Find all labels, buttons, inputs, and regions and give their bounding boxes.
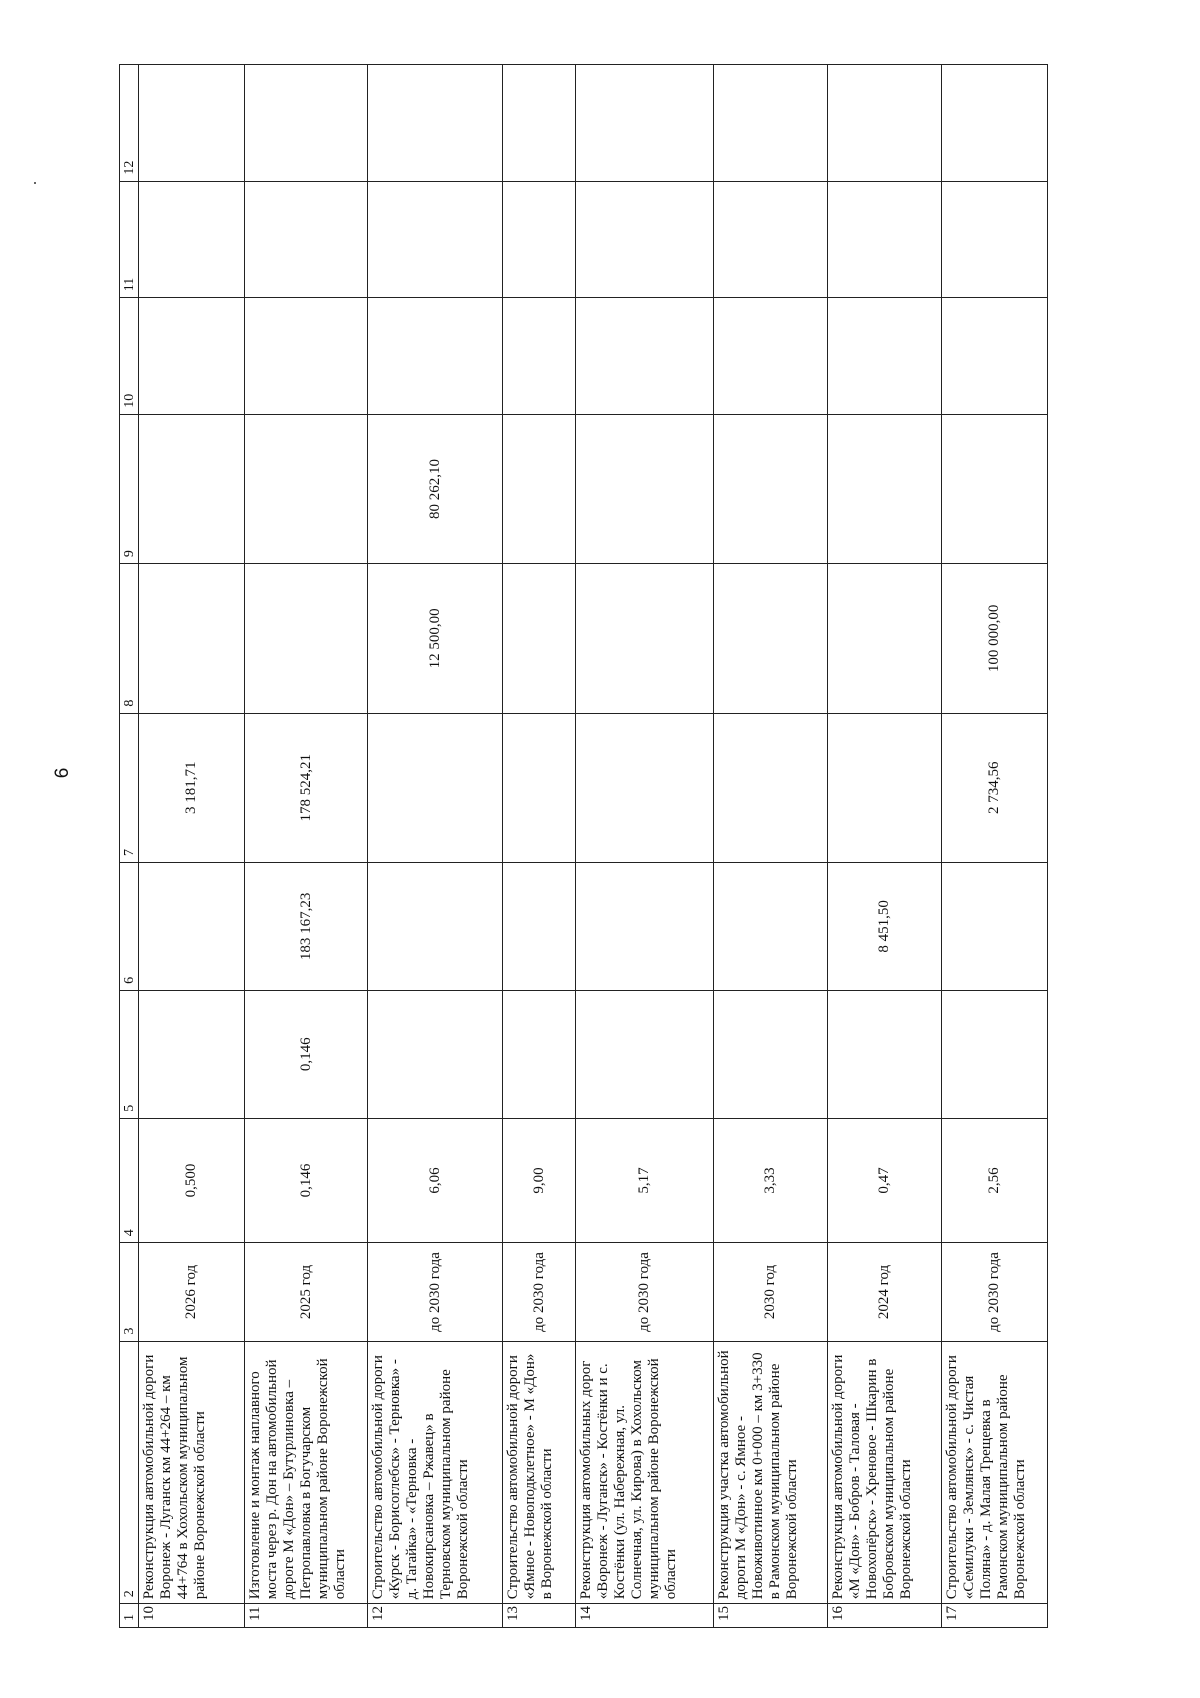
row-number: 17 [942, 1604, 1048, 1628]
cell-col-5 [828, 990, 942, 1118]
header-col-3: 3 [120, 1243, 139, 1341]
cell-col-8 [245, 564, 368, 713]
table-row [942, 65, 1048, 1628]
cell-col-6: 183 167,23 [245, 862, 368, 990]
cell-col-4: 0,146 [245, 1118, 368, 1242]
cell-col-9 [245, 414, 368, 563]
cell-col-5 [368, 990, 503, 1118]
cell-col-5 [139, 990, 245, 1118]
cell-col-4: 0,47 [828, 1118, 942, 1242]
cell-col-4: 9,00 [503, 1118, 576, 1242]
cell-col-11 [368, 181, 503, 298]
header-col-10: 10 [120, 298, 139, 415]
cell-col-9 [139, 414, 245, 563]
row-number: 13 [503, 1604, 576, 1628]
cell-col-8 [503, 564, 576, 713]
row-number: 11 [245, 1604, 368, 1628]
cell-col-4: 6,06 [368, 1118, 503, 1242]
project-name: Изготовление и монтаж наплавного моста через р. Дон на автомобильной дороге М «Дон» – Бутурлиновка – Петропавловка в Богучарском муниципальном районе Воронежской области [245, 1341, 368, 1604]
table-row [368, 65, 503, 1628]
cell-col-7 [503, 713, 576, 862]
project-year: 2025 год [245, 1243, 368, 1341]
cell-col-11 [139, 181, 245, 298]
cell-col-11 [828, 181, 942, 298]
project-name: Строительство автомобильной дороги «Семилуки - Землянск» - с. Чистая Поляна» - д. Малая Трещевка в Рамонском муниципальном районе Воронежской области [942, 1341, 1048, 1604]
row-number: 14 [576, 1604, 714, 1628]
scan-speck [34, 182, 36, 184]
cell-col-11 [714, 181, 828, 298]
cell-col-4: 5,17 [576, 1118, 714, 1242]
cell-col-9 [503, 414, 576, 563]
header-col-5: 5 [120, 990, 139, 1118]
cell-col-11 [503, 181, 576, 298]
project-year: 2030 год [714, 1243, 828, 1341]
cell-col-7 [828, 713, 942, 862]
cell-col-4: 2,56 [942, 1118, 1048, 1242]
cell-col-9 [576, 414, 714, 563]
cell-col-10 [714, 298, 828, 415]
cell-col-12 [714, 65, 828, 182]
cell-col-8 [828, 564, 942, 713]
cell-col-8 [714, 564, 828, 713]
cell-col-10 [576, 298, 714, 415]
cell-col-9 [942, 414, 1048, 563]
table-row [245, 65, 368, 1628]
cell-col-7: 178 524,21 [245, 713, 368, 862]
cell-col-9 [828, 414, 942, 563]
cell-col-12 [828, 65, 942, 182]
cell-col-8: 12 500,00 [368, 564, 503, 713]
works-table [119, 64, 1048, 1628]
table-row [576, 65, 714, 1628]
cell-col-7 [368, 713, 503, 862]
cell-col-8 [139, 564, 245, 713]
cell-col-6 [576, 862, 714, 990]
cell-col-12 [245, 65, 368, 182]
cell-col-7: 2 734,56 [942, 713, 1048, 862]
row-number: 15 [714, 1604, 828, 1628]
table-row [503, 65, 576, 1628]
header-col-11: 11 [120, 181, 139, 298]
cell-col-7: 3 181,71 [139, 713, 245, 862]
header-col-2: 2 [120, 1341, 139, 1604]
table-row [828, 65, 942, 1628]
cell-col-12 [942, 65, 1048, 182]
cell-col-5: 0,146 [245, 990, 368, 1118]
cell-col-7 [714, 713, 828, 862]
project-year: до 2030 года [942, 1243, 1048, 1341]
project-name: Строительство автомобильной дороги «Курск - Борисоглебск» - Терновка» - д. Тагайка» - «Терновка - Новокирсановка – Ржавец» в Терновском муниципальном районе Воронежской области [368, 1341, 503, 1604]
cell-col-10 [503, 298, 576, 415]
cell-col-9 [714, 414, 828, 563]
row-number: 10 [139, 1604, 245, 1628]
row-number: 12 [368, 1604, 503, 1628]
header-col-6: 6 [120, 862, 139, 990]
cell-col-4: 0,500 [139, 1118, 245, 1242]
cell-col-6 [368, 862, 503, 990]
cell-col-11 [576, 181, 714, 298]
cell-col-11 [245, 181, 368, 298]
cell-col-12 [368, 65, 503, 182]
cell-col-12 [139, 65, 245, 182]
cell-col-6 [714, 862, 828, 990]
cell-col-6 [942, 862, 1048, 990]
cell-col-10 [942, 298, 1048, 415]
project-name: Реконструкция участка автомобильной дороги М «Дон» - с. Ямное - Новоживотинное км 0+000 – км 3+330 в Рамонском муниципальном районе Воронежской области [714, 1341, 828, 1604]
cell-col-11 [942, 181, 1048, 298]
rotated-table-container [119, 64, 1047, 1628]
cell-col-6 [503, 862, 576, 990]
cell-col-6 [139, 862, 245, 990]
project-year: 2024 год [828, 1243, 942, 1341]
cell-col-4: 3,33 [714, 1118, 828, 1242]
cell-col-5 [942, 990, 1048, 1118]
cell-col-12 [576, 65, 714, 182]
header-row [120, 65, 139, 1628]
project-name: Реконструкция автомобильной дороги Воронеж - Луганск км 44+264 – км 44+764 в Хохольском муниципальном районе Воронежской области [139, 1341, 245, 1604]
cell-col-10 [245, 298, 368, 415]
row-number: 16 [828, 1604, 942, 1628]
cell-col-10 [368, 298, 503, 415]
cell-col-10 [828, 298, 942, 415]
header-col-4: 4 [120, 1118, 139, 1242]
cell-col-8 [576, 564, 714, 713]
cell-col-10 [139, 298, 245, 415]
table-row [714, 65, 828, 1628]
cell-col-5 [503, 990, 576, 1118]
cell-col-5 [714, 990, 828, 1118]
project-name: Реконструкция автомобильных дорог «Воронеж - Луганск» - Костёнки и с. Костёнки (ул. Набережная, ул. Солнечная, ул. Кирова) в Хохольском муниципальном районе Воронежской области [576, 1341, 714, 1604]
project-year: до 2030 года [503, 1243, 576, 1341]
project-year: 2026 год [139, 1243, 245, 1341]
project-name: Реконструкция автомобильной дороги «М «Дон» - Бобров - Таловая - Новохопёрск» - Хреновое - Шкарин в Бобровском муниципальном районе Воронежской области [828, 1341, 942, 1604]
cell-col-7 [576, 713, 714, 862]
header-col-12: 12 [120, 65, 139, 182]
cell-col-12 [503, 65, 576, 182]
cell-col-8: 100 000,00 [942, 564, 1048, 713]
header-col-9: 9 [120, 414, 139, 563]
table-row [139, 65, 245, 1628]
project-name: Строительство автомобильной дороги «Ямное - Новоподклетное» - М «Дон» в Воронежской области [503, 1341, 576, 1604]
cell-col-6: 8 451,50 [828, 862, 942, 990]
header-col-7: 7 [120, 713, 139, 862]
cell-col-5 [576, 990, 714, 1118]
header-col-8: 8 [120, 564, 139, 713]
page-number: 6 [52, 767, 73, 779]
project-year: до 2030 года [368, 1243, 503, 1341]
header-col-1: 1 [120, 1604, 139, 1628]
cell-col-9: 80 262,10 [368, 414, 503, 563]
project-year: до 2030 года [576, 1243, 714, 1341]
